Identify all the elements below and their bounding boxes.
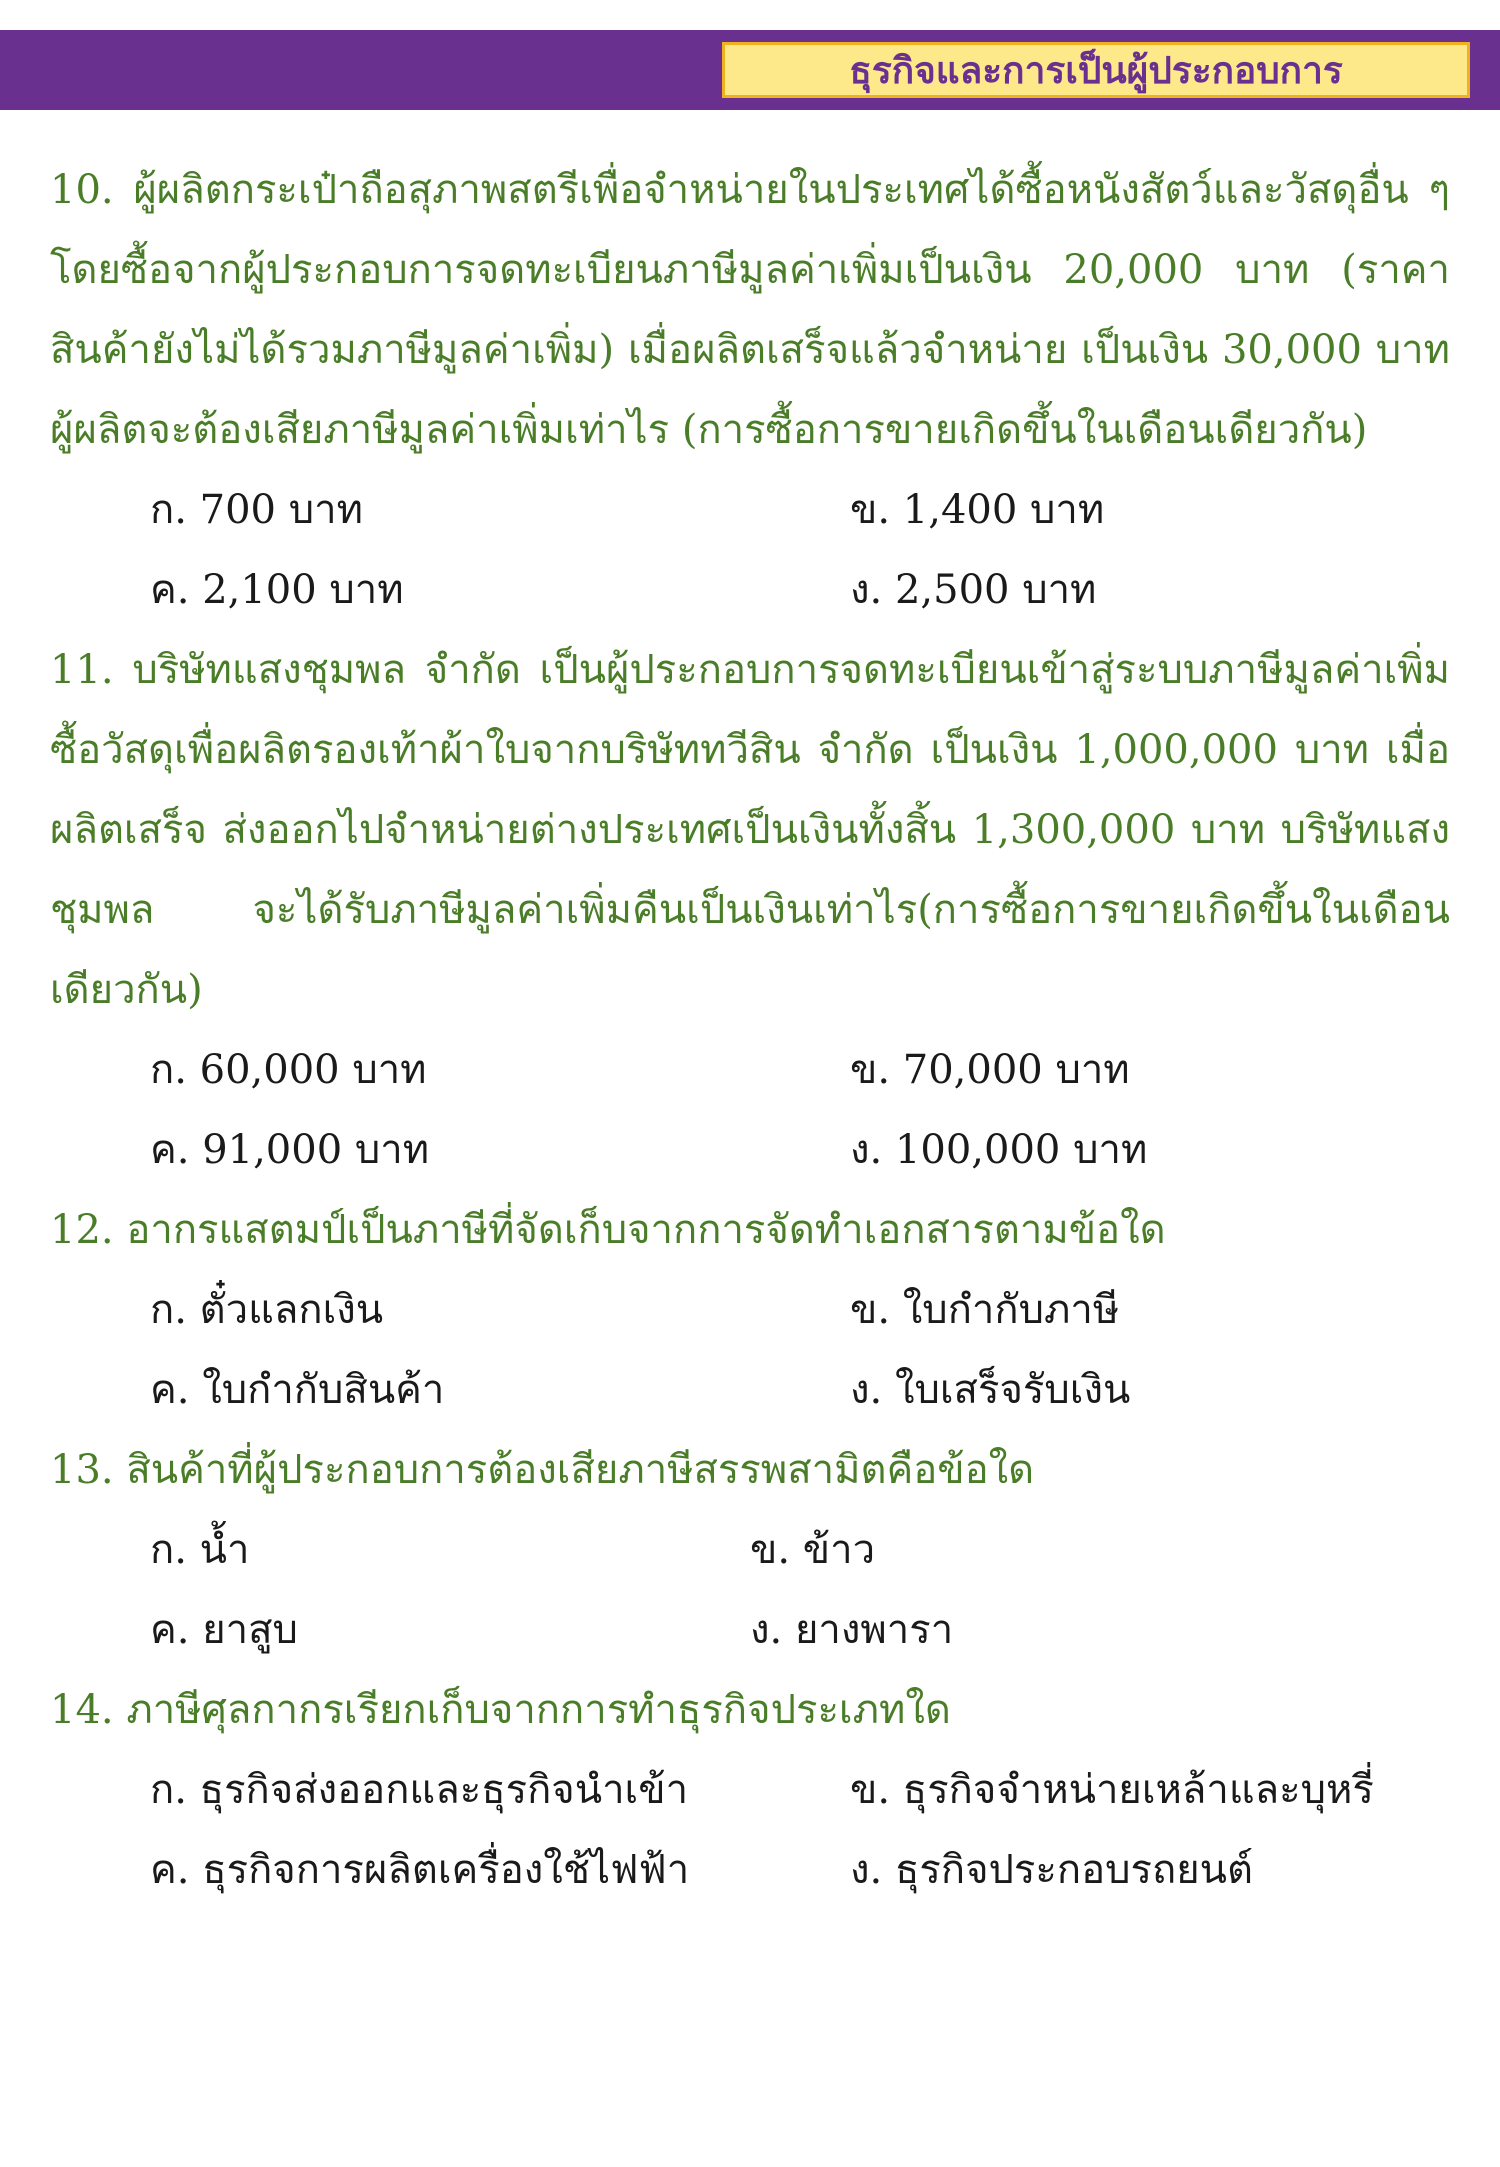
option-a: ก. น้ำ: [150, 1527, 250, 1573]
question-text: 10. ผู้ผลิตกระเป๋าถือสุภาพสตรีเพื่อจำหน่ายในประเทศได้ซื้อหนังสัตว์และวัสดุอื่น ๆ โดยซื้อจากผู้ประกอบการจดทะเบียนภาษีมูลค่าเพิ่มเป็นเงิน 20,000 บาท (ราคาสินค้ายังไม่ได้รวมภาษีมูลค่าเพิ่ม) เมื่อผลิตเสร็จแล้วจำหน่าย เป็นเงิน 30,000 บาท ผู้ผลิตจะต้องเสียภาษีมูลค่าเพิ่มเท่าไร (การซื้อการขายเกิดขึ้นในเดือนเดียวกัน): [50, 167, 1450, 453]
option-a: ก. ตั๋วแลกเงิน: [150, 1287, 384, 1333]
question-13: [50, 1430, 1450, 1670]
question-text: 13. สินค้าที่ผู้ประกอบการต้องเสียภาษีสรรพสามิตคือข้อใด: [50, 1447, 1035, 1493]
question-14: [50, 1670, 1450, 1910]
option-b: ข. ธุรกิจจำหน่ายเหล้าและบุหรี่: [850, 1767, 1374, 1813]
question-text: 12. อากรแสตมป์เป็นภาษีที่จัดเก็บจากการจัดทำเอกสารตามข้อใด: [50, 1207, 1166, 1253]
page-title: ธุรกิจและการเป็นผู้ประกอบการ: [849, 48, 1343, 92]
option-d: ง. 100,000 บาท: [850, 1127, 1148, 1173]
option-d: ง. ใบเสร็จรับเงิน: [850, 1367, 1131, 1413]
option-row: [50, 1830, 1450, 1910]
option-a: ก. 60,000 บาท: [150, 1047, 427, 1093]
question-12: [50, 1190, 1450, 1430]
option-row: [50, 1510, 1450, 1590]
option-row: [50, 470, 1450, 550]
option-d: ง. 2,500 บาท: [850, 567, 1097, 613]
option-a: ก. ธุรกิจส่งออกและธุรกิจนำเข้า: [150, 1767, 689, 1813]
option-row: [50, 1350, 1450, 1430]
option-a: ก. 700 บาท: [150, 487, 363, 533]
option-row: [50, 1270, 1450, 1350]
option-c: ค. ธุรกิจการผลิตเครื่องใช้ไฟฟ้า: [150, 1847, 690, 1893]
question-text: 14. ภาษีศุลกากรเรียกเก็บจากการทำธุรกิจประเภทใด: [50, 1687, 951, 1733]
question-11: [50, 630, 1450, 1190]
question-text: 11. บริษัทแสงชุมพล จำกัด เป็นผู้ประกอบการจดทะเบียนเข้าสู่ระบบภาษีมูลค่าเพิ่ม ซื้อวัสดุเพื่อผลิตรองเท้าผ้าใบจากบริษัททวีสิน จำกัด เป็นเงิน 1,000,000 บาท เมื่อผลิตเสร็จ ส่งออกไปจำหน่ายต่างประเทศเป็นเงินทั้งสิ้น 1,300,000 บาท บริษัทแสงชุมพล จะได้รับภาษีมูลค่าเพิ่มคืนเป็นเงินเท่าไร(การซื้อการขายเกิดขึ้นในเดือนเดียวกัน): [50, 647, 1450, 1013]
question-10: [50, 150, 1450, 630]
option-c: ค. 91,000 บาท: [150, 1127, 430, 1173]
question-list: [50, 150, 1450, 1910]
option-b: ข. 1,400 บาท: [850, 487, 1105, 533]
option-c: ค. 2,100 บาท: [150, 567, 404, 613]
option-row: [50, 1750, 1450, 1830]
option-b: ข. ใบกำกับภาษี: [850, 1287, 1120, 1333]
option-d: ง. ธุรกิจประกอบรถยนต์: [850, 1847, 1253, 1893]
option-row: [50, 1590, 1450, 1670]
option-row: [50, 1110, 1450, 1190]
option-b: ข. 70,000 บาท: [850, 1047, 1130, 1093]
option-b: ข. ข้าว: [750, 1527, 876, 1573]
option-d: ง. ยางพารา: [750, 1607, 954, 1653]
option-c: ค. ยาสูบ: [150, 1607, 298, 1653]
option-row: [50, 1030, 1450, 1110]
header-title-box: [722, 42, 1470, 98]
option-c: ค. ใบกำกับสินค้า: [150, 1367, 445, 1413]
option-row: [50, 550, 1450, 630]
